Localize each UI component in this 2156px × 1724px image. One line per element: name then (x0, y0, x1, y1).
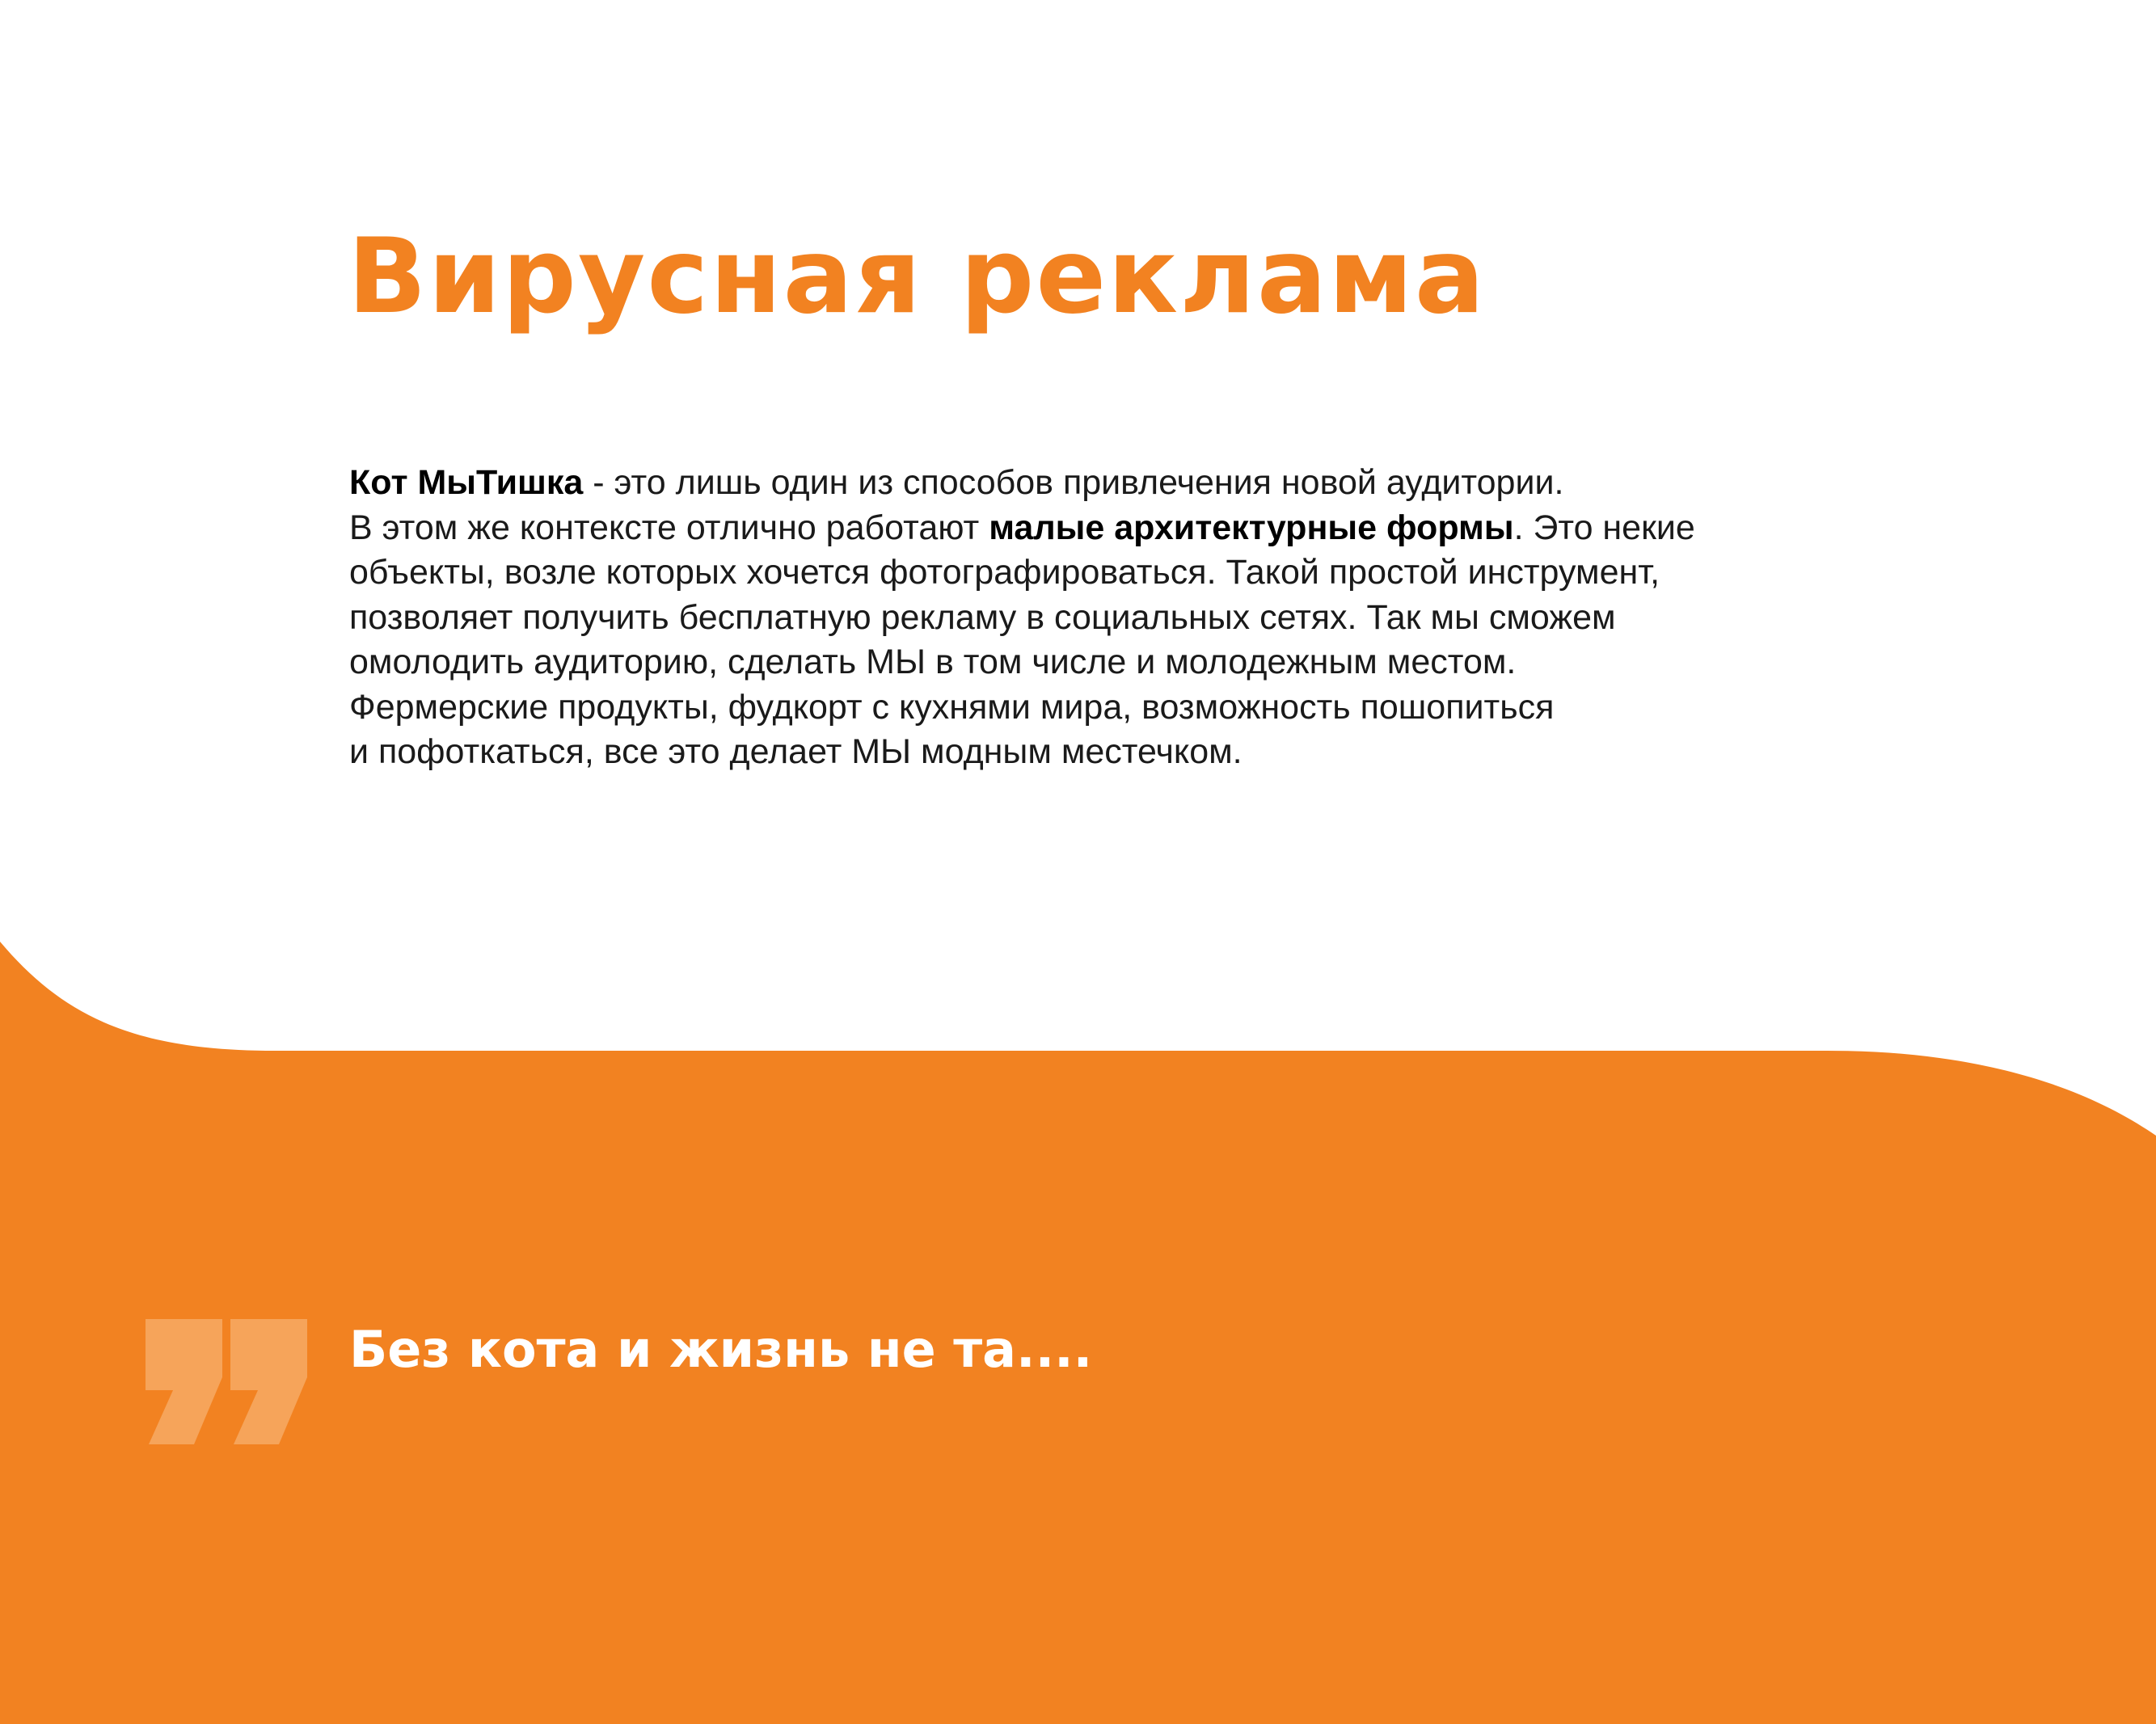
body-line: объекты, возле которых хочется фотографироваться. Такой простой инструмент, (349, 553, 1660, 592)
body-text-span: . Это некие (1513, 508, 1695, 547)
body-text-span: - это лишь один из способов привлечения новой аудитории. (583, 463, 1564, 502)
page-title: Вирусная реклама (348, 217, 1487, 337)
body-line: омолодить аудиторию, сделать МЫ в том числе и молодежным местом. (349, 643, 1517, 681)
body-text-span: В этом же контексте отлично работают (349, 508, 989, 547)
quote-marks-icon (146, 1319, 307, 1444)
bold-phrase: малые архитектурные формы (989, 508, 1514, 547)
body-line: позволяет получить бесплатную рекламу в социальных сетях. Так мы сможем (349, 597, 1616, 637)
body-paragraph (349, 461, 2006, 775)
quote-text: Без кота и жизнь не та.... (349, 1320, 1093, 1379)
body-line: и пофоткаться, все это делает МЫ модным местечком. (349, 732, 1243, 771)
body-line (349, 506, 2006, 551)
body-line: Фермерские продукты, фудкорт с кухнями мира, возможность пошопиться (349, 687, 1555, 727)
bold-phrase: Кот МыТишка (349, 463, 584, 502)
body-line (349, 461, 2006, 506)
